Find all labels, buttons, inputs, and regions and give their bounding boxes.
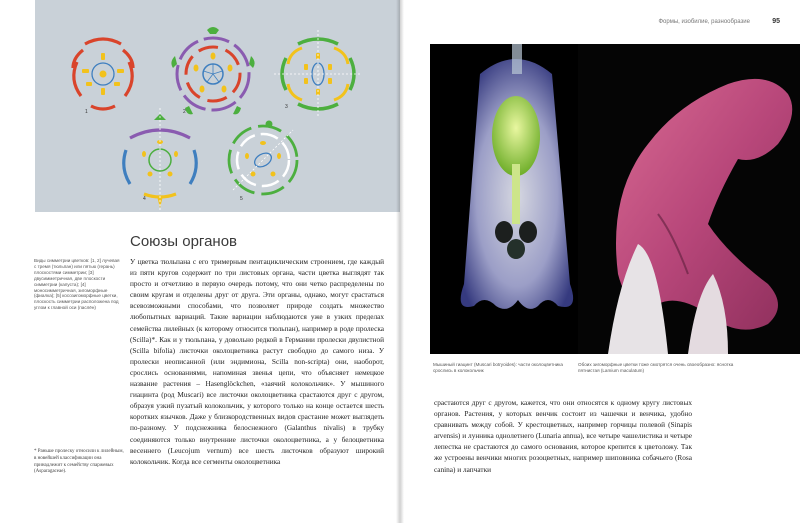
floral-diagram-2 xyxy=(171,27,254,114)
section-title: Союзы органов xyxy=(130,233,238,250)
diagram-number-5: 5 xyxy=(240,196,243,202)
page-number: 95 xyxy=(772,18,780,25)
floral-diagrams xyxy=(35,0,400,212)
book-gutter xyxy=(396,0,404,523)
diagram-number-4: 4 xyxy=(143,196,146,202)
diagram-number-1: 1 xyxy=(85,109,88,115)
photo-lamium xyxy=(578,44,800,354)
floral-diagram-4 xyxy=(124,108,197,210)
diagram-number-3: 3 xyxy=(285,104,288,110)
footnote: * Раньше пролеску относили к лилейным, в новейшей классификации она принадлежит к семейству спаржевых (Asparagaceae). xyxy=(34,449,124,475)
diagram-number-2: 2 xyxy=(183,109,186,115)
right-page xyxy=(400,0,800,523)
body-text-left: У цветка тюльпана с его тримерным пентациклическим строением, где каждый из пяти кругов содержит по три листовых органа, части цветка выглядят так просто и отчетливо в первую очередь потому, что они четко распределены по своим кругам и отделены друг от друга. Эти органы, однако, могут срастаться всевозможными способами, что позволяет природе создать множество любопытных вариаций. Такие вариации наблюдаются уже в узких пределах семейства лилейных (к которому относится тюльпан), например в роде пролеска (Scilla)*. Как и у тюльпана, у довольно редкой в Германии пролески двулистной (Scilla bifolia) листочки околоцветника растут свободно до самого низа. У пролески неописанной (или эндимиона, Scilla non-scripta) они, наоборот, срослись основаниями, напоминая звенья цепи, что объясняет немецкое название растения – Hasenglöckchen, «заячий колокольчик». У мышиного гиацинта (род Muscari) все листочки околоцветника срастаются друг с другом, образуя узкий пузатый колокольчик, у которого только на конце остается шесть коротких язычков. Даже у близкородственных видов срастание может выглядеть по-разному. У подснежника белоснежного (Galanthus nivalis) в трубку соединяются только внутренние листочки околоцветника, а у белоцветника весеннего (Leucojum vernum) все шесть листочков образуют широкий колокольчик. Когда все сегменты околоцветника xyxy=(130,257,384,466)
diagram-caption: Виды симметрии цветков: [1, 2] лучевая с тремя (тюльпан) или пятью (герань) плоскостями симметрии; [3] двусимметричная, две плоскости симметрии (капуста); [4] моносимметричная, зигоморфные (фиалка); [5] косозигоморфные цветки, плоскость симметрии расположена под углом к главной оси (паслён) xyxy=(34,258,120,311)
running-head: Формы, изобилие, разнообразие xyxy=(658,19,750,25)
body-text-right: срастаются друг с другом, кажется, что они относятся к одному кругу листовых органов. Растения, у которых венчик состоит из чашечки и венчика, удобно сравнивать между собой. У крестоцветных, например горчицы полевой (Sinapis arvensis) и лунника однолетнего (Lunaria annua), все четыре чашелистика и четыре лепестка не срастаются до самого основания, которое крепится к цветоложу. Так же устроены венчики многих розоцветных, например шиповника собачьего (Rosa canina) и лапчатки xyxy=(434,398,692,474)
floral-diagram-1 xyxy=(73,39,133,109)
symmetry-diagrams-panel xyxy=(35,0,400,212)
caption-photo-1: Мышиный гиацинт (Muscari botryoides): части околоцветника срослись в колокольчик xyxy=(433,362,563,374)
photo-muscari xyxy=(430,44,602,354)
floral-diagram-5 xyxy=(229,121,297,195)
caption-photo-2: Обоих зигоморфные цветки тоже смотрятся очень своеобразно: яснотка пятнистая (Lamium maculatum) xyxy=(578,362,734,374)
